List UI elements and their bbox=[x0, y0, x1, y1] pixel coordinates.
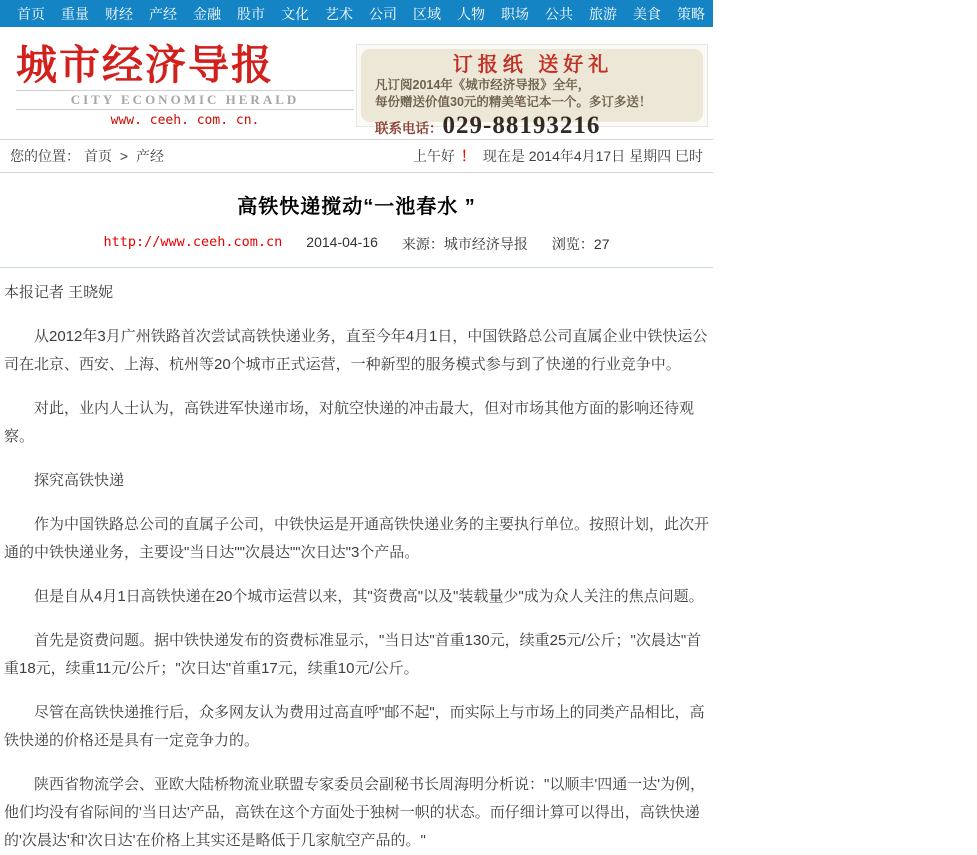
article-paragraph: 但是自从4月1日高铁快递在20个城市运营以来，其"资费高"以及"装载量少"成为众人关注的焦点问题。 bbox=[34, 588, 704, 605]
nav-item[interactable]: 公司 bbox=[369, 5, 397, 22]
article-paragraph: 首先是资费问题。据中铁快递发布的资费标准显示，"当日达"首重130元，续重25元/公斤；"次晨达"首重18元，续重11元/公斤；"次日达"首重17元，续重10元/公斤。 bbox=[4, 632, 702, 677]
breadcrumb-current: 产经 bbox=[135, 148, 164, 164]
nav-item[interactable]: 房产 bbox=[941, 5, 969, 22]
nav-item[interactable]: 金融 bbox=[193, 5, 221, 22]
article-date: 2014-04-16 bbox=[306, 234, 378, 250]
article-paragraph: 从2012年3月广州铁路首次尝试高铁快递业务，直至今年4月1日，中国铁路总公司直属企业中铁快运公司在北京、西安、上海、杭州等20个城市正式运营，一种新型的服务模式参与到了快递的行业竞争中。 bbox=[4, 328, 708, 373]
site-header bbox=[0, 27, 713, 139]
article-paragraph: 陕西省物流学会、亚欧大陆桥物流业联盟专家委员会副秘书长周海明分析说："以顺丰'四通一达'为例，他们均没有省际间的'当日达'产品，高铁在这个方面处于独树一帜的状态。而仔细计算可以得出，高铁快递的'次晨达'和'次日达'在价格上其实还是略低于几家航空产品的。" bbox=[4, 776, 706, 849]
nav-item[interactable]: 职场 bbox=[501, 5, 529, 22]
ad-contact-label: 联系电话： bbox=[375, 121, 443, 136]
nav-item[interactable]: 公共 bbox=[545, 5, 573, 22]
article-paragraph: 作为中国铁路总公司的直属子公司，中铁快运是开通高铁快递业务的主要执行单位。按照计划，此次开通的中铁快递业务，主要设"当日达""次晨达""次日达"3个产品。 bbox=[4, 516, 710, 561]
nav-item[interactable]: 专栏 bbox=[721, 5, 749, 22]
nav-item[interactable]: 会展 bbox=[809, 5, 837, 22]
nav-item[interactable]: 首页 bbox=[17, 5, 45, 22]
article-paragraph: 尽管在高铁快递推行后，众多网友认为费用过高直呼"邮不起"，而实际上与市场上的同类产品相比，高铁快递的价格还是具有一定竞争力的。 bbox=[4, 704, 705, 749]
site-logo[interactable] bbox=[16, 43, 354, 128]
nav-item[interactable]: 重量 bbox=[61, 5, 89, 22]
breadcrumb-home-link[interactable]: 首页 bbox=[84, 148, 112, 164]
nav-item[interactable]: 股市 bbox=[237, 5, 265, 22]
article-view-count: 浏览：27 bbox=[551, 236, 610, 252]
article-paragraph: 对此，业内人士认为，高铁进军快递市场，对航空快递的冲击最大，但对市场其他方面的影响还待观察。 bbox=[4, 400, 695, 445]
ad-title: 订报纸 送好礼 bbox=[452, 54, 614, 76]
greeting-text: 上午好 bbox=[412, 148, 455, 164]
ad-line-1: 凡订阅2014年《城市经济导报》全年， bbox=[375, 78, 591, 92]
nav-item[interactable]: 美食 bbox=[633, 5, 661, 22]
article-body bbox=[0, 268, 713, 855]
article bbox=[0, 190, 713, 855]
ad-line-2: 每份赠送价值30元的精美笔记本一个。多订多送！ bbox=[375, 95, 652, 109]
nav-item[interactable]: 财经 bbox=[105, 5, 133, 22]
nav-item[interactable]: 产经 bbox=[149, 5, 177, 22]
current-datetime: 现在是 2014年4月17日 星期四 巳时 bbox=[482, 148, 703, 164]
breadcrumb bbox=[10, 146, 168, 166]
article-source-url-link[interactable]: http://www.ceeh.com.cn bbox=[103, 234, 283, 250]
nav-item[interactable]: 策略 bbox=[677, 5, 705, 22]
nav-item[interactable]: 阅读 bbox=[765, 5, 793, 22]
article-title: 高铁快递搅动“一池春水 ” bbox=[237, 196, 476, 218]
greeting-exclamation: ！ bbox=[460, 148, 475, 164]
top-nav bbox=[0, 0, 969, 27]
nav-item[interactable]: 旅游 bbox=[589, 5, 617, 22]
nav-item[interactable]: 汽车 bbox=[897, 5, 925, 22]
site-logo-url: www. ceeh. com. cn. bbox=[110, 113, 260, 128]
article-meta bbox=[0, 234, 713, 254]
breadcrumb-separator: > bbox=[119, 148, 129, 164]
breadcrumb-bar bbox=[0, 139, 713, 173]
article-author: 本报记者 王晓妮 bbox=[4, 284, 114, 301]
ad-phone-number: 029-88193216 bbox=[442, 112, 601, 139]
breadcrumb-label: 您的位置： bbox=[10, 148, 80, 164]
nav-item[interactable]: 艺术 bbox=[325, 5, 353, 22]
article-paragraph: 探究高铁快递 bbox=[34, 472, 125, 489]
nav-item[interactable]: 区域 bbox=[413, 5, 441, 22]
datetime-greeting bbox=[413, 146, 703, 166]
nav-item[interactable]: 生活 bbox=[853, 5, 881, 22]
nav-item[interactable]: 文化 bbox=[281, 5, 309, 22]
subscription-ad-inner bbox=[361, 49, 703, 139]
article-source: 来源：城市经济导报 bbox=[401, 236, 528, 252]
site-logo-subtitle: CITY ECONOMIC HERALD bbox=[16, 90, 354, 110]
nav-item[interactable]: 人物 bbox=[457, 5, 485, 22]
subscription-ad-banner[interactable] bbox=[356, 44, 708, 139]
site-logo-title: 城市经济导报 bbox=[16, 42, 274, 88]
